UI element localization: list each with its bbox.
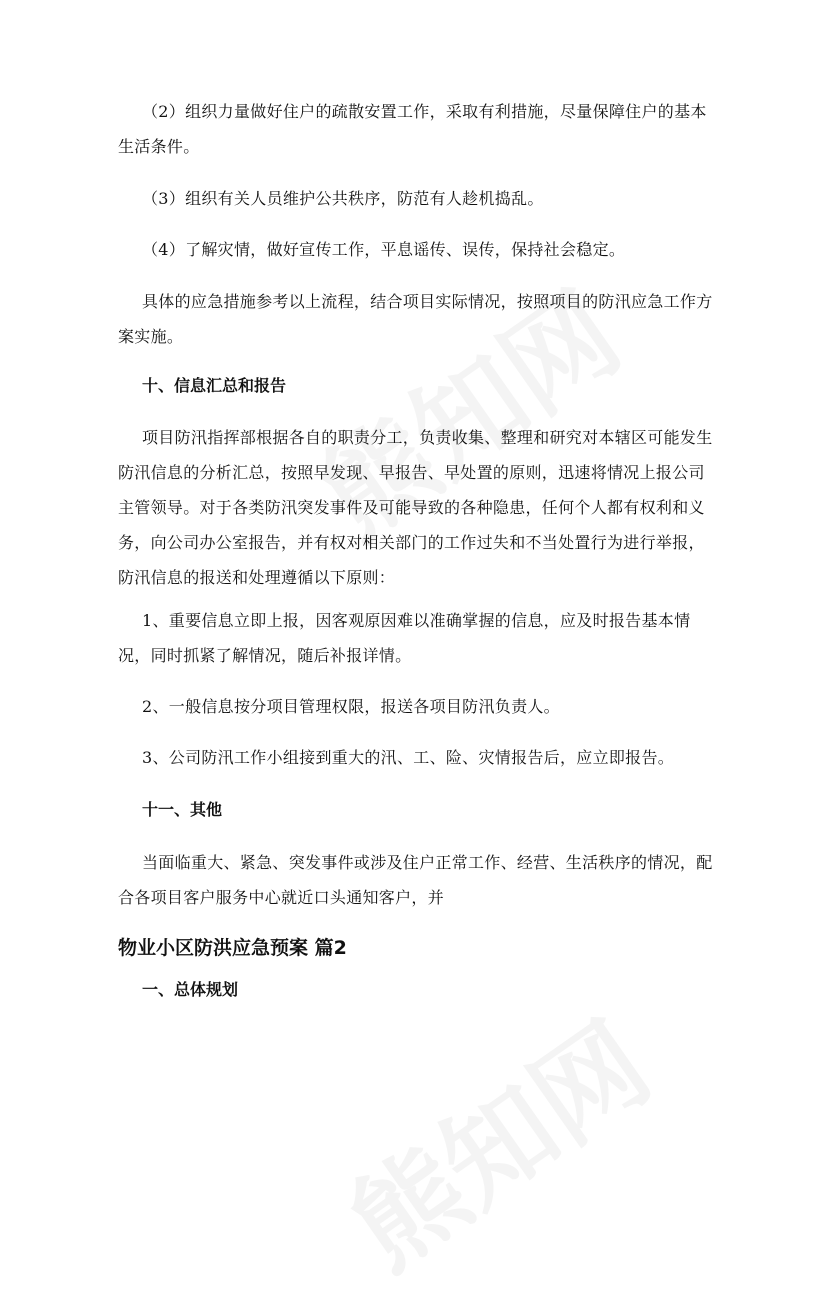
- paragraph-publicity: （4）了解灾情，做好宣传工作，平息谣传、误传，保持社会稳定。: [142, 240, 626, 259]
- section-title-part-2: 物业小区防洪应急预案 篇2: [118, 937, 347, 959]
- paragraph-notification: 当面临重大、紧急、突发事件或涉及住户正常工作、经营、生活秩序的情况，配合各项目客户服务中心就近口头通知客户，并: [118, 853, 713, 907]
- paragraph-evacuation: （2）组织力量做好住户的疏散安置工作，采取有利措施，尽量保障住户的基本生活条件。: [118, 102, 707, 156]
- heading-others: 十一、其他: [142, 800, 223, 819]
- paragraph-public-order: （3）组织有关人员维护公共秩序，防范有人趁机捣乱。: [142, 189, 544, 208]
- paragraph-rule-3: 3、公司防汛工作小组接到重大的汛、工、险、灾情报告后，应立即报告。: [142, 748, 675, 767]
- paragraph-rule-1: 1、重要信息立即上报，因客观原因难以准确掌握的信息，应及时报告基本情况，同时抓紧了解情况，随后补报详情。: [118, 611, 691, 665]
- paragraph-rule-2: 2、一般信息按分项目管理权限，报送各项目防汛负责人。: [142, 697, 560, 716]
- watermark-bottom: [315, 980, 676, 1298]
- heading-overall-plan: 一、总体规划: [142, 980, 239, 999]
- paragraph-info-reporting: 项目防汛指挥部根据各自的职责分工，负责收集、整理和研究对本辖区可能发生防汛信息的分析汇总，按照早发现、早报告、早处置的原则，迅速将情况上报公司主管领导。对于各类防汛突发事件及可能导致的各种隐患，任何个人都有权利和义务，向公司办公室报告，并有权对相关部门的工作过失和不当处置行为进行举报，防汛信息的报送和处理遵循以下原则：: [118, 428, 713, 587]
- heading-info-summary: 十、信息汇总和报告: [142, 376, 287, 395]
- paragraph-emergency-measures: 具体的应急措施参考以上流程，结合项目实际情况，按照项目的防汛应急工作方案实施。: [118, 292, 713, 346]
